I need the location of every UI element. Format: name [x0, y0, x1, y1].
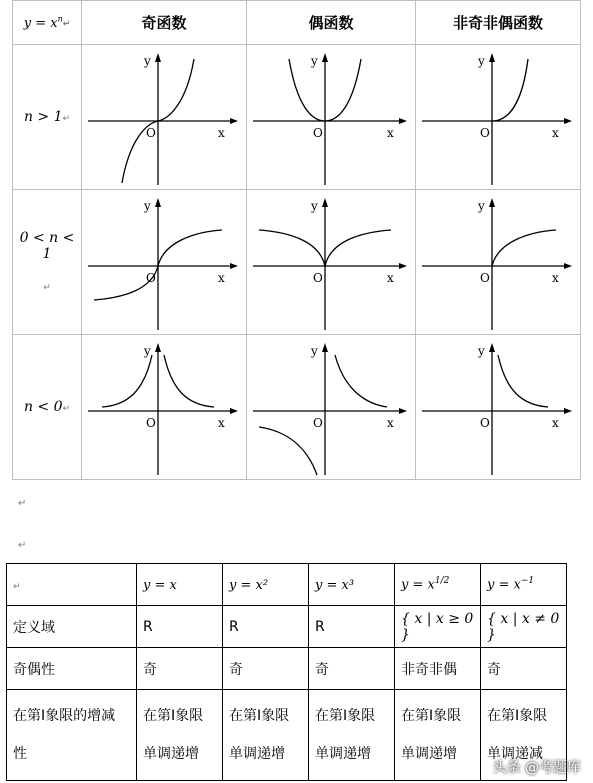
header-odd: 奇函数	[82, 1, 247, 45]
graph-odd-n-gt-1	[82, 45, 247, 190]
svg-text:y: y	[478, 54, 485, 68]
t2-label-monotonicity: 在第Ⅰ象限的增减 性	[7, 690, 137, 781]
graph-odd-n-lt-0	[82, 335, 247, 480]
t2-parity-x: 奇	[137, 648, 223, 690]
t2-mono-x2: 在第Ⅰ象限 单调递增	[223, 690, 309, 781]
t2-parity-x-half: 非奇非偶	[395, 648, 481, 690]
t2-domain-x-inv: { x | x ≠ 0 }	[481, 606, 567, 648]
svg-text:O: O	[480, 271, 490, 285]
t2-domain-x3: R	[309, 606, 395, 648]
t2-mono-x-half: 在第Ⅰ象限 单调递增	[395, 690, 481, 781]
svg-text:y: y	[144, 199, 151, 213]
power-function-graph-table	[12, 0, 581, 480]
t2-corner: ↵	[7, 564, 137, 606]
header-neither: 非奇非偶函数	[416, 1, 581, 45]
t2-mono-x-inv: 在第Ⅰ象限 单调递减	[481, 690, 567, 781]
svg-text:y: y	[144, 54, 151, 68]
paragraph-mark-1: ↵	[18, 498, 27, 509]
corner-formula: $y = x^n$	[23, 14, 63, 31]
t2-parity-x3: 奇	[309, 648, 395, 690]
svg-text:x: x	[552, 271, 559, 285]
t2-header-x: y = x	[137, 564, 223, 606]
graph-neither-0-lt-n-lt-1	[416, 190, 581, 335]
t2-header-x-half: $y = x^{1/2}$	[395, 564, 481, 606]
graph-even-0-lt-n-lt-1	[247, 190, 416, 335]
svg-text:x: x	[387, 416, 394, 430]
t2-domain-x-half: { x | x ≥ 0 }	[395, 606, 481, 648]
watermark: 头条 @考题库	[492, 760, 581, 776]
paragraph-mark-2: ↵	[18, 540, 27, 551]
row-label-n-lt-0: n < 0↵	[13, 335, 82, 480]
svg-text:y: y	[311, 344, 318, 358]
graph-even-n-lt-0	[247, 335, 416, 480]
svg-text:O: O	[480, 416, 490, 430]
row-label-n-gt-1: n > 1↵	[13, 45, 82, 190]
svg-text:O: O	[313, 416, 323, 430]
t2-mono-x: 在第Ⅰ象限 单调递增	[137, 690, 223, 781]
header-even: 偶函数	[247, 1, 416, 45]
graph-even-n-gt-1	[247, 45, 416, 190]
svg-text:O: O	[313, 271, 323, 285]
graph-neither-n-lt-0	[416, 335, 581, 480]
svg-text:x: x	[387, 126, 394, 140]
svg-text:O: O	[146, 126, 156, 140]
t2-mono-x3: 在第Ⅰ象限 单调递增	[309, 690, 395, 781]
svg-text:x: x	[218, 416, 225, 430]
t2-domain-x2: R	[223, 606, 309, 648]
t2-label-domain: 定义域	[7, 606, 137, 648]
svg-text:y: y	[478, 199, 485, 213]
svg-text:x: x	[218, 271, 225, 285]
t2-parity-x2: 奇	[223, 648, 309, 690]
svg-text:x: x	[552, 416, 559, 430]
corner-cell: $y = x^n↵$	[13, 1, 82, 45]
graph-neither-n-gt-1	[416, 45, 581, 190]
svg-text:x: x	[552, 126, 559, 140]
t2-parity-x-inv: 奇	[481, 648, 567, 690]
svg-text:O: O	[146, 271, 156, 285]
t2-header-x3: y = x³	[309, 564, 395, 606]
row-label-0-lt-n-lt-1: 0 < n < 1 ↵	[13, 190, 82, 335]
svg-text:x: x	[218, 126, 225, 140]
t2-label-parity: 奇偶性	[7, 648, 137, 690]
t2-header-x2: y = x²	[223, 564, 309, 606]
graph-odd-0-lt-n-lt-1	[82, 190, 247, 335]
t2-header-x-inv: $y = x^{-1}$	[481, 564, 567, 606]
svg-text:y: y	[478, 344, 485, 358]
power-function-properties-table	[6, 563, 567, 781]
svg-text:y: y	[311, 199, 318, 213]
svg-text:x: x	[387, 271, 394, 285]
svg-text:O: O	[313, 126, 323, 140]
svg-text:O: O	[146, 416, 156, 430]
svg-text:y: y	[311, 54, 318, 68]
t2-domain-x: R	[137, 606, 223, 648]
svg-text:O: O	[480, 126, 490, 140]
svg-text:y: y	[144, 344, 151, 358]
